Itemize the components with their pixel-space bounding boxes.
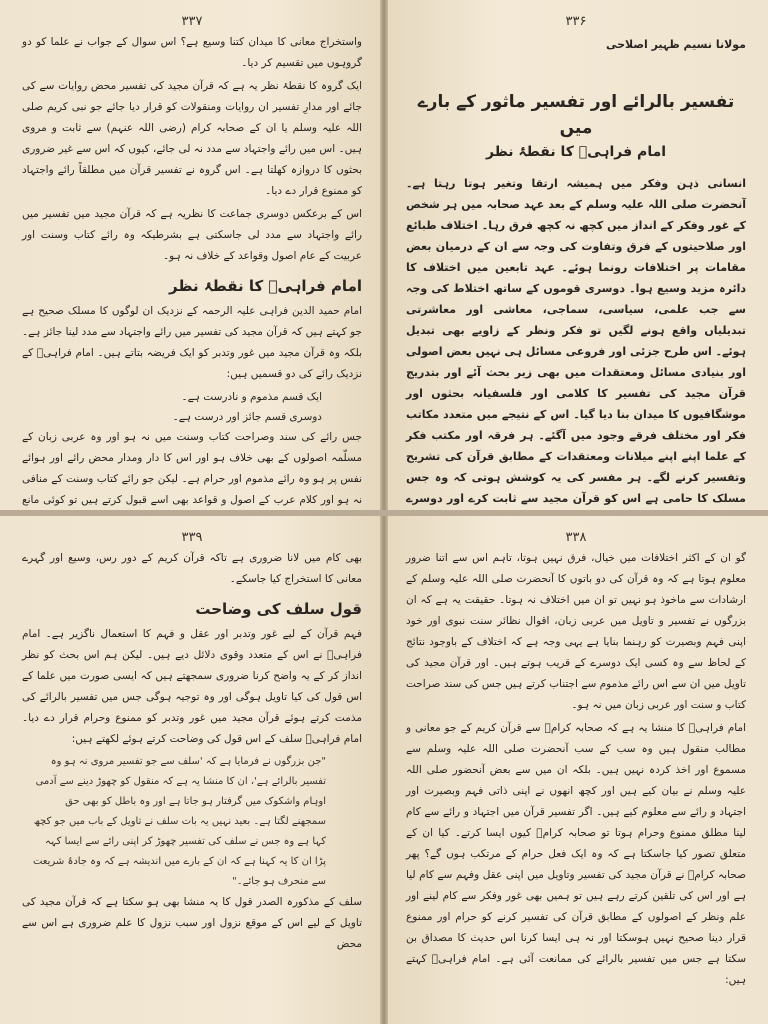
page-number: ۳۳۶	[565, 14, 587, 29]
paragraph: اس کے برعکس دوسری جماعت کا نظریہ ہے کہ قرآن مجید میں تفسیر میں رائے واجتہاد سے مدد لی جاسکتی ہے بشرطیکہ وہ رائے کتاب وسنت اور عربیت کے عام اصول وقواعد کے خلاف نہ ہو۔	[22, 208, 362, 262]
page-left-bottom	[0, 516, 384, 1024]
section-heading: امام فراہیؒ کا نقطۂ نظر	[169, 277, 362, 295]
list-item: ایک قسم مذموم و نادرست ہے۔	[181, 391, 322, 403]
page-number: ۳۳۸	[565, 530, 587, 545]
chapter-subtitle: امام فراہیؒ کا نقطۂ نظر	[485, 144, 667, 160]
paragraph: سلف کے مذکورہ الصدر قول کا یہ منشا بھی ہو سکتا ہے کہ قرآن مجید کی تاویل کے لیے اس کے موقع نزول اور سبب نزول کا علم ضروری ہے اس سے محض	[22, 896, 362, 950]
paragraph: امام حمید الدین فراہی علیہ الرحمہ کے نزدیک ان لوگوں کا مسلک صحیح ہے جو کہتے ہیں کہ قرآن مجید کی تفسیر میں رائے واجتہاد سے مدد لینا جائز ہے۔ بلکہ وہ قرآن مجید میں غور وتدبر کو ایک فریضہ بتاتے ہیں۔ امام فراہیؒ کے نزدیک رائے کی دو قسمیں ہیں:	[22, 305, 362, 380]
paragraph: امام فراہیؒ کا منشا یہ ہے کہ صحابہ کرامؓ سے قرآن کریم کے جو معانی و مطالب منقول ہیں وہ سب کے سب آنحضرت صلی اللہ علیہ وسلم سے مسموع اور اخذ کردہ نہیں ہیں۔ بلکہ ان میں سے بعض آنحضور صلی اللہ علیہ وسلم نے بیان کیے ہیں اور کچھ انھوں نے اپنی ذاتی فہم وبصیرت اور اجتہاد و رائے سے معلوم کیے ہیں۔ اگر تفسیر قرآن میں اجتہاد و رائے سے کام لینا مطلق ممنوع وحرام ہوتا تو صحابہ کرامؓ کیوں ایسا کرتے۔ کیا ان کے متعلق تصور کیا جاسکتا ہے کہ وہ ایک فعل حرام کے مرتکب ہوں گے؟ پھر صحابہ کرامؓ نے قرآن مجید کی تفسیر وتاویل میں اپنی عقل وفہم سے کام لیا ہے اور اس کی تلقین کرتے رہے ہیں تو ہمیں بھی غور وفکر سے کام لینے اور علم ونظر کے اصولوں کے مطابق قرآن کی تفسیر کرنے کو حرام اور ممنوع قرار دینا صحیح نہیں ہوسکتا اور نہ ہی ایسا کرنا اس حدیث کا مصداق بن سکتا ہے جس میں تفسیر بالرائے کی ممانعت آئی ہے۔ امام فراہیؒ کہتے ہیں:	[406, 722, 746, 986]
page-number: ۳۳۹	[181, 530, 203, 545]
paragraph: جس رائے کی سند وصراحت کتاب وسنت میں نہ ہو اور وہ عربی زبان کے مسلّمہ اصولوں کے بھی خلاف ہو اور اس کا دار ومدار محض رائے اور ہوائے نفس پر ہو وہ رائے مذموم اور حرام ہے۔ لیکن جو رائے کتاب وسنت کے منافی نہ ہو اور کلام عرب کے اصول و قواعد بھی اسے قبول کرتے ہیں تو کوئی مانع	[22, 431, 362, 506]
book-gutter	[380, 516, 388, 1024]
chapter-title: تفسیر بالرائے اور تفسیر ماثور کے بارے میں	[417, 92, 735, 138]
book-gutter	[380, 0, 388, 512]
page-right-top	[384, 0, 768, 512]
paragraph: گو ان کے اکثر اختلافات میں خیال، فرق نہیں ہوتا، تاہم اس سے اتنا ضرور معلوم ہوتا ہے کہ وہ قرآن کی دو باتوں کا آنحضرت صلی اللہ علیہ وسلم کے ارشادات سے ماخوذ ہو نہیں تو ان میں اختلاف نہ ہوتا۔ حقیقت یہ ہے کہ ان بزرگوں نے تفسیر و تاویل میں عربی زبان، اقوال نظائر سنت نبوی اور خود اپنی فہم وبصیرت کو رہنما بنایا ہے یہی وجہ ہے کہ اختلاف کے باوجود نتائج کے لحاظ سے وہ کسی ایک دوسرے کے قریب ہوتے ہیں۔ اور قرآن مجید کی تاویل میں ان سے اس رائے مذموم سے اجتناب کرتے ہیں جس کی سند صراحت کتاب و سنت اور عربی زبان میں نہ ہو۔	[406, 552, 746, 711]
quotation: "جن بزرگوں نے فرمایا ہے کہ 'سلف سے جو تفسیر مروی نہ ہو وہ تفسیر بالرائے ہے'، ان کا منشا یہ ہے کہ منقول کو چھوڑ دینے سے آدمی اوہام واشکوک میں گرفتار ہو جاتا ہے اور وہ باطل کو بھی حق سمجھنے لگتا ہے۔ بعید نہیں یہ بات سلف نے تاویل کے باب میں جو کچھ کہا ہے وہ جس نے سلف کی تفسیر چھوڑ کر اپنی رائے سے ایسا کہہ پڑا ان کا یہ کہنا ہے کہ ان کے بارے میں اندیشہ ہے کہ وہ جادۂ شریعت سے منحرف ہو جائے۔"	[32, 756, 326, 887]
paragraph: فہم قرآن کے لیے غور وتدبر اور عقل و فہم کا استعمال ناگزیر ہے۔ امام فراہیؒ نے اس کے متعدد وقوی دلائل دیے ہیں۔ لیکن ہم اس بحث کو نظر انداز کر کے یہ واضح کرنا ضروری سمجھتے ہیں کہ ایسی صورت میں علما کے اس قول کی کیا تاویل ہوگی اور وہ توجیہ ہوگی جس میں تفسیر بالرائے کی مذمت کرتے ہوئے قرآن مجید میں غور وتدبر کو ممنوع وحرام قرار دے دیا۔ امام فراہیؒ سلف کے اس قول کی وضاحت کرتے ہوئے لکھتے ہیں:	[22, 628, 362, 745]
page-number: ۳۳۷	[181, 14, 203, 29]
page-body	[22, 548, 362, 955]
page-left-top	[0, 0, 384, 512]
paragraph: ایک گروہ کا نقطۂ نظر یہ ہے کہ قرآن مجید کی تفسیر محض روایات سے کی جائے اور مدارِ تفسیر ان روایات ومنقولات کو قرار دیا جائے جو نبی کریم صلی اللہ علیہ وسلم یا ان کے صحابہ کرام (رضی اللہ عنہم) سے ثابت و مروی ہیں۔ اس میں رائے واجتہاد سے مدد نہ لی جائے، کیوں کہ اس سے غیر ضروری بحثوں کا دروازہ کھلتا ہے۔ اس گروہ نے تفسیر قرآن میں مطلقاً رائے واجتہاد کو ممنوع قرار دے دیا۔	[22, 80, 362, 197]
running-head: مولانا نسیم ظہیر اصلاحی	[605, 38, 746, 51]
paragraph: بھی کام میں لانا ضروری ہے تاکہ قرآن کریم کے دور رس، وسیع اور گہرے معانی کا استخراج کیا جاسکے۔	[22, 552, 362, 585]
page-body	[406, 548, 746, 991]
paragraph: واستخراج معانی کا میدان کتنا وسیع ہے؟ اس سوال کے جواب نے علما کو دو گروہوں میں تقسیم کر دیا۔	[22, 36, 362, 69]
section-heading: قول سلف کی وضاحت	[195, 600, 362, 618]
paragraph: انسانی ذہن وفکر میں ہمیشہ ارتقا وتغیر ہوتا رہتا ہے۔ آنحضرت صلی اللہ علیہ وسلم کے بعد عہد صحابہ میں ہر شخص کے غور وفکر کے انداز میں کچھ نہ کچھ فرق رہا۔ اختلاف طبائع اور صلاحیتوں کے فرق وتفاوت کی وجہ سے ان کے درمیان بعض مقامات پر اختلافات رونما ہوئے۔ عہد تابعین میں اختلاف کا دائرہ مزید وسیع ہوا۔ دوسری قوموں کے ساتھ اختلاط کی وجہ سے جب علمی، سیاسی، سماجی، معاشی اور معاشرتی تبدیلیاں واقع ہونے لگیں تو فکر ونظر کے زاویے بھی تبدیل ہوئے۔ اس طرح جزئی اور فروعی مسائل ہی نہیں بعض اصولی اور بنیادی مسائل ومعتقدات میں بھی زیر بحث آئے اور بتدریج قرآن مجید کی تفسیر کا کلامی اور فلسفیانہ بحثوں اور موشگافیوں کا میدان بنا دیا گیا۔ اس کے نتیجے میں متعدد مکاتب فکر اور مختلف فرقے وجود میں آگئے۔ ہر فرقہ اور مکتب فکر کے علما اپنے اپنے میلانات ومعتقدات کے مطابق قرآن کی تشریح وتفسیر کرنے لگے۔ ہر مفسر کی یہ کوشش ہوتی کہ وہ جس مسلک کا حامی ہے اس کو قرآن مجید سے ثابت کرے اور دوسرے	[406, 177, 746, 505]
page-body	[22, 32, 362, 512]
page-body	[406, 173, 746, 512]
book-spread-bottom	[0, 516, 768, 1024]
page-right-bottom	[384, 516, 768, 1024]
list-item: دوسری قسم جائز اور درست ہے۔	[172, 411, 322, 423]
